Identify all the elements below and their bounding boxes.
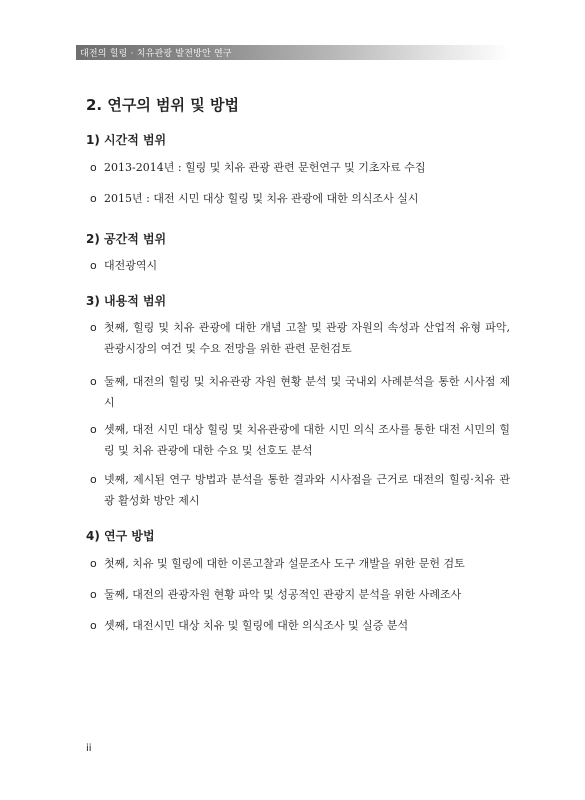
bullet-marker: o	[90, 375, 97, 388]
running-header-bar	[76, 45, 510, 60]
section-title: 2. 연구의 범위 및 방법	[86, 96, 239, 114]
list-item	[90, 317, 510, 359]
list-item-text: 셋째, 대전시민 대상 치유 및 힐링에 대한 의식조사 및 실증 분석	[104, 619, 409, 632]
list-item-text: 셋째, 대전 시민 대상 힐링 및 치유관광에 대한 시민 의식 조사를 통한 대전 시민의 힐링 및 치유 관광에 대한 수요 및 선호도 분석	[104, 423, 510, 457]
running-header-title: 대전의 힐링 · 치유관광 발전방안 연구	[80, 49, 232, 59]
bullet-marker: o	[90, 161, 97, 174]
bullet-marker: o	[90, 321, 97, 334]
list-item-text: 둘째, 대전의 관광자원 현황 파악 및 성공적인 관광지 분석을 위한 사례조사	[104, 588, 462, 601]
list-item-text: 넷째, 제시된 연구 방법과 분석을 통한 결과와 시사점을 근거로 대전의 힐링·치유 관광 활성화 방안 제시	[104, 473, 510, 507]
list-item	[90, 419, 510, 461]
list-item-text: 첫째, 치유 및 힐링에 대한 이론고찰과 설문조사 도구 개발을 위한 문헌 검토	[104, 557, 465, 570]
bullet-marker: o	[90, 619, 97, 632]
bullet-marker: o	[90, 259, 97, 272]
bullet-marker: o	[90, 473, 97, 486]
list-item-text: 2013-2014년 : 힐링 및 치유 관광 관련 문헌연구 및 기초자료 수집	[104, 161, 426, 174]
list-item	[90, 157, 510, 178]
list-item	[90, 615, 510, 636]
list-item	[90, 371, 510, 413]
bullet-marker: o	[90, 192, 97, 205]
list-item	[90, 584, 510, 605]
subsection-title-time: 1) 시간적 범위	[86, 133, 167, 147]
page-number: ii	[86, 743, 92, 754]
list-item	[90, 255, 510, 276]
subsection-title-content: 3) 내용적 범위	[86, 294, 167, 308]
subsection-title-space: 2) 공간적 범위	[86, 232, 167, 246]
bullet-marker: o	[90, 588, 97, 601]
subsection-title-method: 4) 연구 방법	[86, 529, 155, 543]
list-item-text: 첫째, 힐링 및 치유 관광에 대한 개념 고찰 및 관광 자원의 속성과 산업적 유형 파악, 관광시장의 여건 및 수요 전망을 위한 관련 문헌검토	[104, 321, 510, 355]
list-item	[90, 469, 510, 511]
list-item	[90, 553, 510, 574]
list-item-text: 대전광역시	[104, 259, 158, 272]
list-item-text: 2015년 : 대전 시민 대상 힐링 및 치유 관광에 대한 의식조사 실시	[104, 192, 419, 205]
list-item	[90, 188, 510, 209]
list-item-text: 둘째, 대전의 힐링 및 치유관광 자원 현황 분석 및 국내외 사례분석을 통한 시사점 제시	[104, 375, 510, 409]
bullet-marker: o	[90, 423, 97, 436]
bullet-marker: o	[90, 557, 97, 570]
